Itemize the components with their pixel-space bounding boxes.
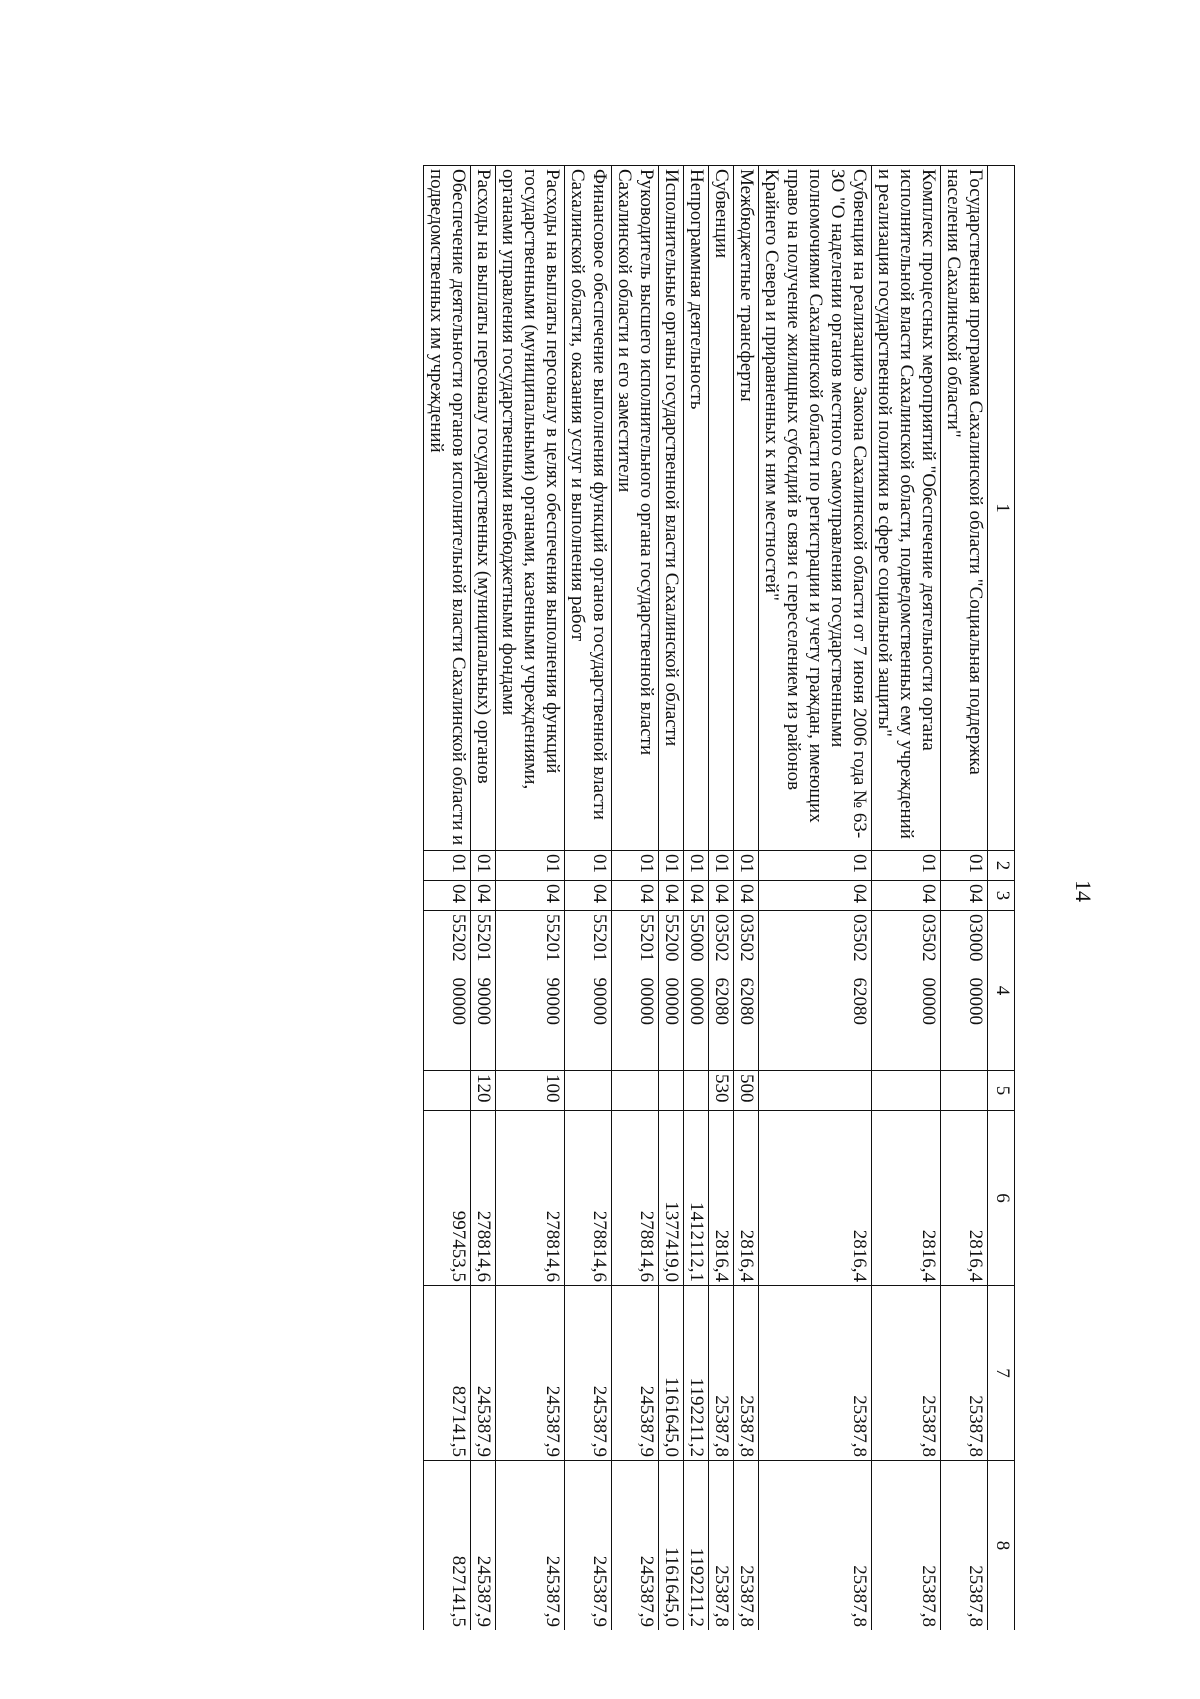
target-code [734, 911, 759, 1071]
target-code-part2: 90000 [589, 977, 610, 1025]
target-code [496, 911, 565, 1071]
row-name: Исполнительные органы государственной власти Сахалинской области [659, 166, 684, 851]
row-name: Государственная программа Сахалинской области "Социальная поддержка населения Сахалинской области" [941, 166, 988, 851]
section-code: 01 [709, 851, 734, 881]
target-code-part2: 62080 [849, 977, 870, 1025]
expense-type-code: 100 [496, 1071, 565, 1111]
amount-col8: 827141,5 [424, 1461, 471, 1631]
target-code-part1: 55200 [661, 914, 682, 962]
col-header-2: 2 [988, 851, 1015, 881]
col-header-4: 4 [988, 911, 1015, 1071]
amount-col7: 1161645,0 [659, 1286, 684, 1461]
amount-col6: 278814,6 [496, 1111, 565, 1286]
amount-col6: 1377419,0 [659, 1111, 684, 1286]
amount-col8: 25387,8 [759, 1461, 872, 1631]
col-header-6: 6 [988, 1111, 1015, 1286]
table-row [659, 166, 684, 1631]
target-code [424, 911, 471, 1071]
target-code-part1: 03502 [736, 914, 757, 962]
amount-col8: 245387,9 [471, 1461, 496, 1631]
section-code: 01 [471, 851, 496, 881]
table-row [709, 166, 734, 1631]
row-name: Комплекс процессных мероприятий "Обеспечение деятельности органа исполнительной власти Сахалинской области, подведомственных ему учреждений и реализация государственной политики в сфере социальной защиты" [872, 166, 941, 851]
amount-col8: 25387,8 [734, 1461, 759, 1631]
amount-col6: 1412112,1 [684, 1111, 709, 1286]
expense-type-code [941, 1071, 988, 1111]
target-code-part2: 00000 [918, 977, 939, 1025]
target-code-part1: 03502 [918, 914, 939, 962]
expense-type-code [872, 1071, 941, 1111]
table-row [496, 166, 565, 1631]
target-code [471, 911, 496, 1071]
rotated-table-viewport [130, 165, 1015, 1630]
table-row [565, 166, 612, 1631]
amount-col6: 2816,4 [941, 1111, 988, 1286]
page-number: 14 [1071, 880, 1096, 902]
target-code [659, 911, 684, 1071]
col-header-8: 8 [988, 1461, 1015, 1631]
row-name: Руководитель высшего исполнительного органа государственной власти Сахалинской области и его заместители [612, 166, 659, 851]
target-code [612, 911, 659, 1071]
target-code [872, 911, 941, 1071]
subsection-code: 04 [612, 881, 659, 911]
row-name: Расходы на выплаты персоналу в целях обеспечения выполнения функций государственными (муниципальными) органами, казенными учреждениями, органами управления государственными внебюджетными фондами [496, 166, 565, 851]
subsection-code: 04 [709, 881, 734, 911]
amount-col7: 25387,8 [872, 1286, 941, 1461]
subsection-code: 04 [872, 881, 941, 911]
target-code-part1: 03502 [711, 914, 732, 962]
expense-type-code [759, 1071, 872, 1111]
expense-type-code [424, 1071, 471, 1111]
amount-col7: 25387,8 [759, 1286, 872, 1461]
table-row [734, 166, 759, 1631]
col-header-1: 1 [988, 166, 1015, 851]
target-code-part2: 00000 [636, 977, 657, 1025]
table-row [612, 166, 659, 1631]
subsection-code: 04 [684, 881, 709, 911]
amount-col7: 245387,9 [496, 1286, 565, 1461]
expense-type-code: 120 [471, 1071, 496, 1111]
amount-col6: 278814,6 [471, 1111, 496, 1286]
amount-col7: 245387,9 [565, 1286, 612, 1461]
section-code: 01 [684, 851, 709, 881]
amount-col7: 245387,9 [471, 1286, 496, 1461]
budget-table-sheet [130, 165, 1015, 1630]
table-row [424, 166, 471, 1631]
amount-col8: 1192211,2 [684, 1461, 709, 1631]
subsection-code: 04 [471, 881, 496, 911]
table-row [759, 166, 872, 1631]
row-name: Непрограммная деятельность [684, 166, 709, 851]
section-code: 01 [941, 851, 988, 881]
target-code-part1: 03000 [965, 914, 986, 962]
target-code [709, 911, 734, 1071]
target-code-part1: 55201 [542, 914, 563, 962]
target-code-part1: 55202 [448, 914, 469, 962]
row-name: Межбюджетные трансферты [734, 166, 759, 851]
table-row [872, 166, 941, 1631]
row-name: Расходы на выплаты персоналу государственных (муниципальных) органов [471, 166, 496, 851]
expense-type-code [659, 1071, 684, 1111]
table-row [684, 166, 709, 1631]
target-code-part2: 00000 [661, 977, 682, 1025]
target-code-part2: 00000 [448, 977, 469, 1025]
target-code-part2: 00000 [965, 977, 986, 1025]
target-code [941, 911, 988, 1071]
amount-col7: 1192211,2 [684, 1286, 709, 1461]
amount-col6: 2816,4 [734, 1111, 759, 1286]
section-code: 01 [872, 851, 941, 881]
section-code: 01 [496, 851, 565, 881]
target-code [684, 911, 709, 1071]
amount-col8: 1161645,0 [659, 1461, 684, 1631]
subsection-code: 04 [496, 881, 565, 911]
amount-col7: 245387,9 [612, 1286, 659, 1461]
amount-col8: 25387,8 [941, 1461, 988, 1631]
amount-col8: 25387,8 [709, 1461, 734, 1631]
expense-type-code: 530 [709, 1071, 734, 1111]
target-code-part1: 55201 [589, 914, 610, 962]
expense-type-code [565, 1071, 612, 1111]
expense-type-code: 500 [734, 1071, 759, 1111]
amount-col7: 25387,8 [734, 1286, 759, 1461]
table-row [941, 166, 988, 1631]
row-name: Финансовое обеспечение выполнения функций органов государственной власти Сахалинской области, оказания услуг и выполнения работ [565, 166, 612, 851]
amount-col6: 278814,6 [565, 1111, 612, 1286]
target-code-part1: 55201 [636, 914, 657, 962]
expense-type-code [684, 1071, 709, 1111]
amount-col8: 245387,9 [565, 1461, 612, 1631]
subsection-code: 04 [734, 881, 759, 911]
amount-col8: 245387,9 [496, 1461, 565, 1631]
amount-col6: 997453,5 [424, 1111, 471, 1286]
amount-col8: 25387,8 [872, 1461, 941, 1631]
row-name: Обеспечение деятельности органов исполнительной власти Сахалинской области и подведомственных им учреждений [424, 166, 471, 851]
target-code-part2: 62080 [736, 977, 757, 1025]
target-code [565, 911, 612, 1071]
subsection-code: 04 [759, 881, 872, 911]
budget-table [423, 165, 1015, 1630]
header-row [988, 166, 1015, 1631]
subsection-code: 04 [424, 881, 471, 911]
table-row [471, 166, 496, 1631]
target-code-part2: 90000 [473, 977, 494, 1025]
col-header-3: 3 [988, 881, 1015, 911]
amount-col6: 278814,6 [612, 1111, 659, 1286]
amount-col7: 827141,5 [424, 1286, 471, 1461]
row-name: Субвенции [709, 166, 734, 851]
target-code-part1: 55201 [473, 914, 494, 962]
row-name: Субвенция на реализацию Закона Сахалинской области от 7 июня 2006 года № 63-ЗО "О наделении органов местного самоуправления государственными полномочиями Сахалинской области по регистрации и учету граждан, имеющих право на получение жилищных субсидий в связи с переселением из районов Крайнего Севера и приравненных к ним местностей" [759, 166, 872, 851]
amount-col6: 2816,4 [759, 1111, 872, 1286]
col-header-7: 7 [988, 1286, 1015, 1461]
target-code-part2: 00000 [686, 977, 707, 1025]
amount-col6: 2816,4 [709, 1111, 734, 1286]
section-code: 01 [734, 851, 759, 881]
target-code-part1: 55000 [686, 914, 707, 962]
subsection-code: 04 [659, 881, 684, 911]
section-code: 01 [659, 851, 684, 881]
subsection-code: 04 [565, 881, 612, 911]
expense-type-code [612, 1071, 659, 1111]
section-code: 01 [612, 851, 659, 881]
amount-col7: 25387,8 [709, 1286, 734, 1461]
section-code: 01 [565, 851, 612, 881]
target-code-part2: 90000 [542, 977, 563, 1025]
col-header-5: 5 [988, 1071, 1015, 1111]
target-code [759, 911, 872, 1071]
section-code: 01 [424, 851, 471, 881]
section-code: 01 [759, 851, 872, 881]
target-code-part1: 03502 [849, 914, 870, 962]
amount-col7: 25387,8 [941, 1286, 988, 1461]
amount-col8: 245387,9 [612, 1461, 659, 1631]
target-code-part2: 62080 [711, 977, 732, 1025]
subsection-code: 04 [941, 881, 988, 911]
amount-col6: 2816,4 [872, 1111, 941, 1286]
